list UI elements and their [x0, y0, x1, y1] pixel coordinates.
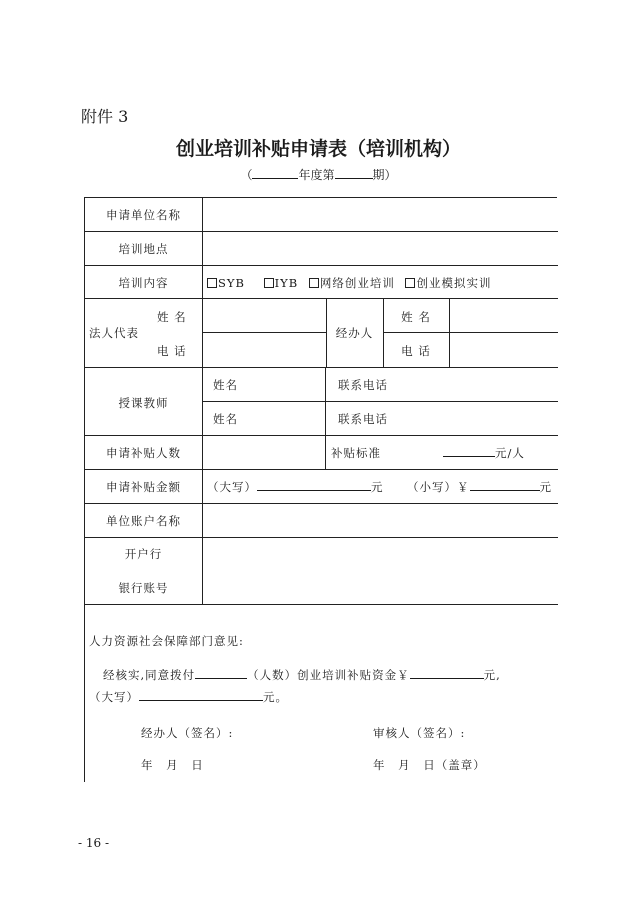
row-line	[85, 265, 558, 266]
subsidy-amount-upper: （大写） 元	[207, 480, 384, 494]
checkbox-icon[interactable]	[405, 278, 415, 288]
period-open: （	[240, 168, 253, 182]
account-name-field[interactable]	[203, 504, 558, 537]
option-online[interactable]: 网络创业培训	[309, 276, 395, 290]
label-teacher-contact-1: 联系电话	[338, 378, 388, 392]
date-right: 年 月 日（盖章）	[373, 758, 486, 772]
option-syb[interactable]: SYB	[207, 276, 245, 290]
attachment-label: 附件 3	[81, 107, 129, 126]
option-iyb[interactable]: IYB	[264, 276, 299, 290]
legal-rep-phone-field[interactable]	[203, 333, 326, 367]
applicant-unit-field[interactable]	[203, 199, 558, 231]
approved-upper-blank[interactable]	[139, 689, 263, 701]
label-teacher: 授课教师	[118, 396, 169, 410]
label-training-content: 培训内容	[118, 276, 169, 290]
label-handler-phone: 电 话	[401, 344, 431, 358]
label-training-site: 培训地点	[118, 242, 169, 256]
label-teacher-contact-2: 联系电话	[338, 412, 388, 426]
date-left: 年 月 日	[141, 758, 204, 772]
label-handler: 经办人	[335, 326, 374, 340]
label-bank-account: 银行账号	[118, 581, 169, 595]
approved-amount-blank[interactable]	[410, 667, 484, 679]
training-content-options	[207, 275, 491, 291]
period-blank[interactable]	[335, 166, 373, 179]
label-subsidy-standard: 补贴标准	[331, 446, 381, 460]
label-subsidy-amount: 申请补贴金额	[106, 480, 181, 494]
row-line	[202, 401, 558, 402]
label-account-name: 单位账户名称	[106, 514, 181, 528]
applicant-count-field[interactable]	[203, 436, 325, 469]
handler-signature: 经办人（签名）:	[141, 726, 234, 740]
form-title: 创业培训补贴申请表（培训机构）	[175, 138, 461, 160]
label-legal-rep: 法人代表	[89, 326, 139, 340]
label-bank: 开户行	[124, 547, 163, 561]
bank-info-field[interactable]	[203, 538, 558, 604]
label-applicant-count: 申请补贴人数	[106, 446, 181, 460]
label-applicant-unit: 申请单位名称	[106, 208, 181, 222]
label-teacher-name-2: 姓名	[213, 412, 238, 426]
opinion-line-1: 经核实,同意拨付 （人数）创业培训补贴资金￥ 元,	[103, 668, 501, 682]
row-line	[85, 469, 558, 470]
handler-phone-field[interactable]	[450, 333, 558, 367]
subsidy-standard-value: 元/人	[443, 445, 525, 461]
amount-lower-blank[interactable]	[470, 479, 540, 491]
year-blank[interactable]	[252, 166, 298, 179]
year-suffix: 年度第	[298, 168, 335, 182]
col-line	[325, 367, 326, 469]
label-legal-rep-name: 姓 名	[157, 310, 187, 324]
label-handler-name: 姓 名	[401, 310, 431, 324]
checkbox-icon[interactable]	[309, 278, 319, 288]
application-table	[84, 197, 557, 782]
row-line	[85, 367, 558, 368]
amount-upper-blank[interactable]	[257, 479, 371, 491]
subsidy-standard-blank[interactable]	[443, 445, 495, 457]
legal-rep-name-field[interactable]	[203, 299, 326, 332]
opinion-line-2: （大写） 元。	[89, 690, 288, 704]
subsidy-amount-lower: （小写）￥ 元	[407, 480, 552, 494]
label-legal-rep-phone: 电 话	[157, 344, 187, 358]
option-simulation[interactable]: 创业模拟实训	[405, 276, 491, 290]
page-number: - 16 -	[78, 836, 110, 850]
training-site-field[interactable]	[203, 232, 558, 265]
checkbox-icon[interactable]	[264, 278, 274, 288]
handler-name-field[interactable]	[450, 299, 558, 332]
opinion-heading: 人力资源社会保障部门意见:	[89, 634, 244, 648]
approved-count-blank[interactable]	[195, 667, 247, 679]
checkbox-icon[interactable]	[207, 278, 217, 288]
period-suffix: 期）	[372, 168, 397, 182]
period-line	[0, 166, 637, 183]
label-teacher-name-1: 姓名	[213, 378, 238, 392]
reviewer-signature: 审核人（签名）:	[373, 726, 466, 740]
row-line	[85, 604, 558, 605]
